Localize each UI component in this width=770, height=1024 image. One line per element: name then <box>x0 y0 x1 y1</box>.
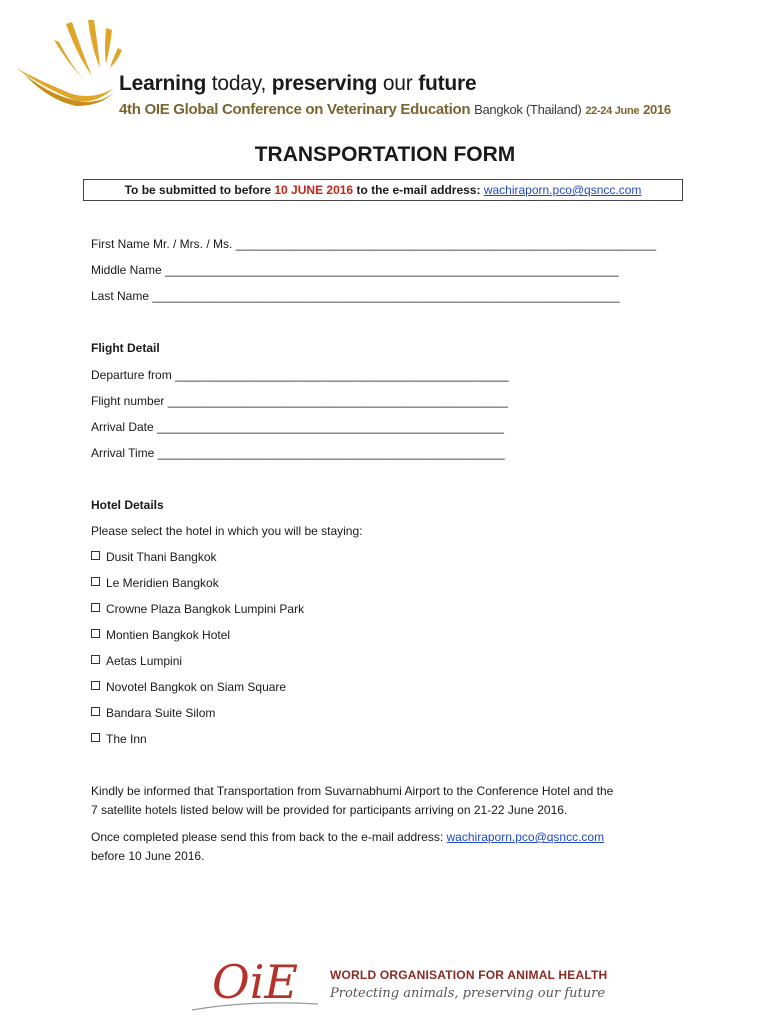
conference-location: Bangkok (Thailand) <box>474 102 582 117</box>
hotel-option[interactable] <box>91 705 215 721</box>
page-title: TRANSPORTATION FORM <box>254 143 516 166</box>
checkbox-icon[interactable] <box>91 733 100 742</box>
notice-deadline: 10 JUNE 2016 <box>274 183 354 197</box>
hotel-option[interactable] <box>91 731 147 747</box>
arrival-time-field[interactable]: Arrival Time ____________________________________________________ <box>91 446 505 460</box>
hotel-option[interactable] <box>91 549 217 565</box>
flight-number-field[interactable]: Flight number ___________________________________________________ <box>91 394 509 408</box>
hotel-option[interactable] <box>91 679 286 695</box>
conference-dates: 22-24 June <box>585 105 640 117</box>
tagline-today: today, <box>206 72 272 95</box>
hotel-prompt: Please select the hotel in which you will be staying: <box>91 524 363 538</box>
hotel-option-label: Montien Bangkok Hotel <box>106 628 231 642</box>
last-name-field[interactable]: Last Name ______________________________________________________________________ <box>91 289 620 303</box>
flight-heading: Flight Detail <box>91 341 160 355</box>
checkbox-icon[interactable] <box>91 603 100 612</box>
checkbox-icon[interactable] <box>91 629 100 638</box>
tagline-preserving: preserving <box>271 72 378 95</box>
hotel-option[interactable] <box>91 601 304 617</box>
notice-prefix: To be submitted to before <box>124 183 275 197</box>
hotel-option-label: The Inn <box>106 732 147 746</box>
submission-notice <box>83 179 683 201</box>
first-name-field[interactable]: First Name Mr. / Mrs. / Ms. _______________________________________________________________ <box>91 237 657 251</box>
notice-email-link[interactable]: wachiraporn.pco@qsncc.com <box>483 183 642 197</box>
hotel-option[interactable] <box>91 627 230 643</box>
footer-organisation: WORLD ORGANISATION FOR ANIMAL HEALTH <box>330 968 608 982</box>
hotel-heading: Hotel Details <box>91 498 164 512</box>
hotel-option-label: Dusit Thani Bangkok <box>106 550 217 564</box>
transport-info-line1: Kindly be informed that Transportation from Suvarnabhumi Airport to the Conference Hotel and the <box>91 784 614 798</box>
send-prefix: Once completed please send this from back to the e-mail address: <box>91 830 447 844</box>
oie-logo <box>190 954 320 1019</box>
conference-year: 2016 <box>643 102 671 117</box>
oie-logo-text: OiE <box>212 955 299 1009</box>
departure-field[interactable]: Departure from __________________________________________________ <box>91 368 509 382</box>
tagline-future: future <box>418 72 477 95</box>
hotel-option-label: Bandara Suite Silom <box>106 706 216 720</box>
checkbox-icon[interactable] <box>91 707 100 716</box>
notice-middle: to the e-mail address: <box>353 183 484 197</box>
hotel-option[interactable] <box>91 575 219 591</box>
checkbox-icon[interactable] <box>91 577 100 586</box>
send-deadline: before 10 June 2016. <box>91 849 205 863</box>
hotel-option-label: Le Meridien Bangkok <box>106 576 219 590</box>
checkbox-icon[interactable] <box>91 681 100 690</box>
conference-name: 4th OIE Global Conference on Veterinary Education <box>119 101 471 118</box>
tagline-our: our <box>377 72 419 95</box>
hotel-option-label: Crowne Plaza Bangkok Lumpini Park <box>106 602 305 616</box>
conference-tagline <box>119 72 477 96</box>
checkbox-icon[interactable] <box>91 551 100 560</box>
tagline-learning: Learning <box>119 72 207 95</box>
send-instruction <box>91 829 604 845</box>
hotel-option-label: Novotel Bangkok on Siam Square <box>106 680 287 694</box>
checkbox-icon[interactable] <box>91 655 100 664</box>
hotel-option-label: Aetas Lumpini <box>106 654 183 668</box>
hotel-option[interactable] <box>91 653 182 669</box>
conference-hand-logo <box>14 10 124 115</box>
middle-name-field[interactable]: Middle Name ____________________________________________________________________ <box>91 263 619 277</box>
footer-slogan: Protecting animals, preserving our future <box>330 986 606 1001</box>
conference-subtitle <box>119 101 671 118</box>
transport-info-line2: 7 satellite hotels listed below will be provided for participants arriving on 21-22 June 2016. <box>91 803 568 817</box>
arrival-date-field[interactable]: Arrival Date ____________________________________________________ <box>91 420 505 434</box>
send-email-link[interactable]: wachiraporn.pco@qsncc.com <box>446 830 605 844</box>
